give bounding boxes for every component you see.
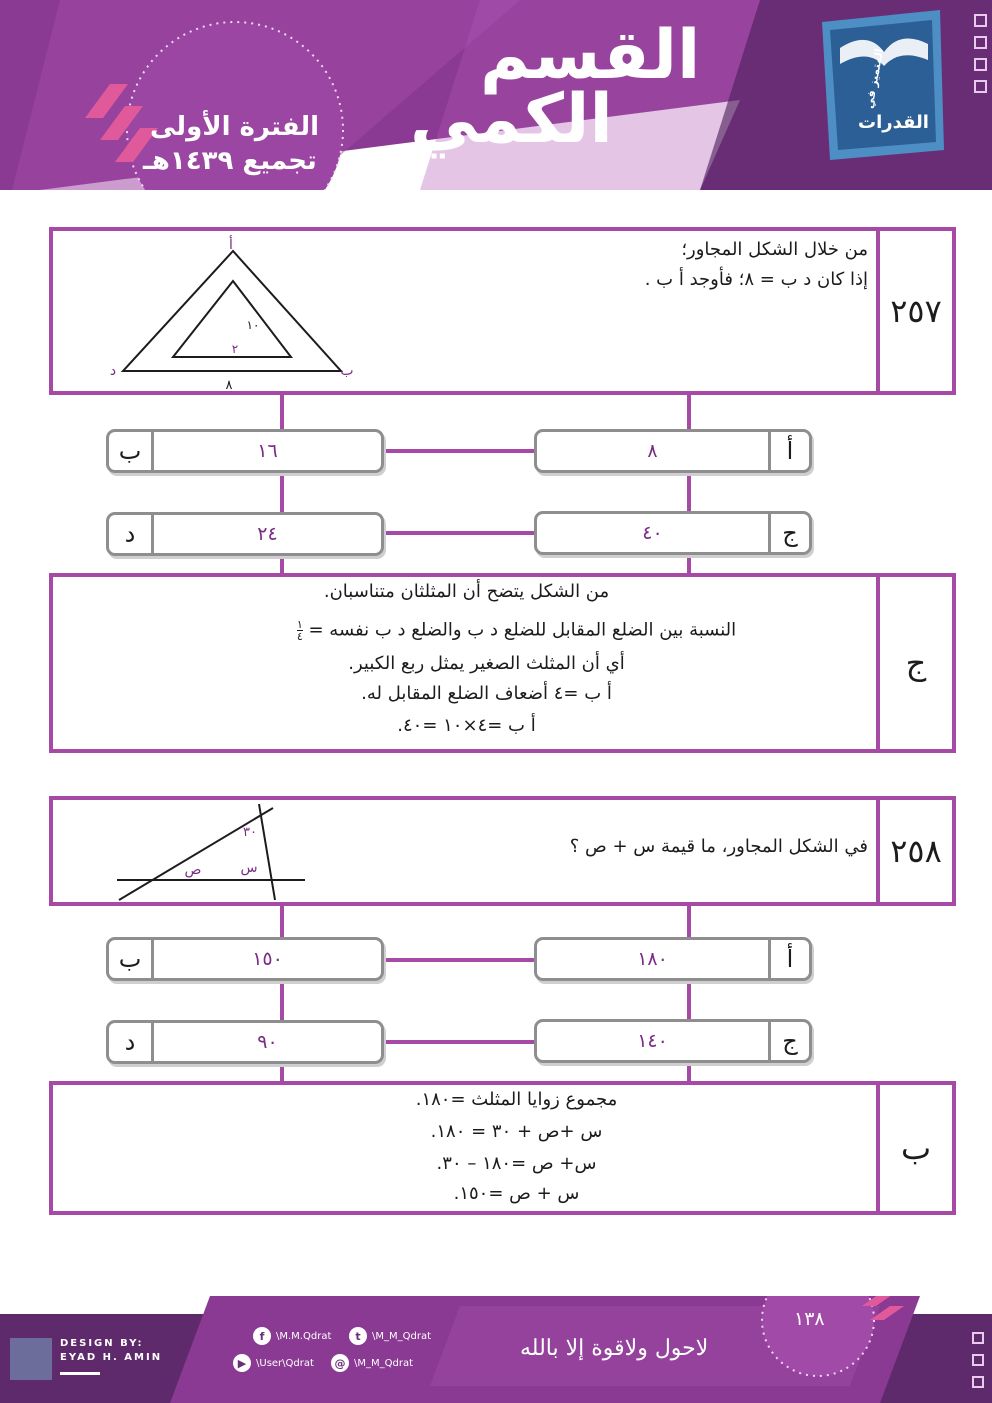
facebook-link[interactable]: [253, 1327, 331, 1345]
design-by-label: DESIGN BY:: [60, 1338, 144, 1349]
option-a[interactable]: [534, 937, 812, 981]
option-b[interactable]: [106, 429, 384, 473]
fraction: [297, 619, 303, 642]
page-header: [0, 0, 992, 190]
option-a[interactable]: [534, 429, 812, 473]
connector-horizontal: [384, 449, 534, 453]
explanation-line: س+ ص =١٨٠ – ٣٠.: [436, 1153, 597, 1174]
instagram-link[interactable]: [331, 1354, 413, 1372]
logo-text: القدرات: [858, 112, 929, 133]
explanation-line: من الشكل يتضح أن المثلثان متناسبان.: [323, 581, 610, 602]
option-value: ١٤٠: [637, 1030, 668, 1052]
logo-subtext: المتميز في: [862, 47, 886, 110]
youtube-icon: ▶: [233, 1354, 251, 1372]
option-d[interactable]: [106, 512, 384, 556]
answer-box-257: [49, 573, 956, 753]
decor-square: [974, 14, 987, 27]
option-letter: أ: [786, 437, 794, 465]
option-c[interactable]: [534, 1019, 812, 1063]
explanation-line: أ ب =٤×١٠ =٤٠.: [397, 715, 536, 736]
fraction-denominator: ٤: [296, 630, 303, 643]
explanation-line: مجموع زوايا المثلث =١٨٠.: [415, 1089, 618, 1110]
decor-square: [974, 80, 987, 93]
question-text: [645, 235, 868, 295]
decor-square: [972, 1354, 984, 1366]
figure-label-inner-base: ٢: [231, 342, 239, 356]
explanation-line: أ ب =٤ أضعاف الضلع المقابل له.: [361, 683, 612, 704]
explanation-line: س +ص + ٣٠ = ١٨٠.: [430, 1121, 603, 1142]
connector-horizontal: [384, 531, 534, 535]
triangle-figure: [103, 233, 433, 393]
page-number: ١٣٨: [794, 1308, 825, 1330]
twitter-icon: t: [349, 1327, 367, 1345]
answer-box-258: [49, 1081, 956, 1215]
option-letter: د: [124, 1028, 136, 1056]
option-b[interactable]: [106, 937, 384, 981]
option-letter: ب: [118, 437, 142, 465]
figure-label-x: س: [240, 860, 258, 876]
explanation-line: [53, 619, 980, 642]
option-value: ١٨٠: [637, 948, 668, 970]
option-letter: د: [124, 520, 136, 548]
option-d[interactable]: [106, 1020, 384, 1064]
header-subtitle-collection: تجميع ١٤٣٩هـ: [143, 146, 317, 176]
figure-label-right: ب: [340, 363, 354, 379]
page-footer: [0, 1296, 992, 1403]
twitter-link[interactable]: [349, 1327, 431, 1345]
instagram-icon: @: [331, 1354, 349, 1372]
question-text-line1: في الشكل المجاور، ما قيمة س + ص ؟: [569, 836, 868, 857]
question-number: ٢٥٧: [876, 231, 952, 391]
decor-square: [972, 1376, 984, 1388]
instagram-handle: \M_M_Qdrat: [354, 1357, 414, 1369]
answer-letter: ب: [876, 1085, 952, 1211]
option-value: ٢٤: [257, 523, 278, 545]
youtube-handle: \User\Qdrat: [256, 1357, 314, 1369]
option-c[interactable]: [534, 511, 812, 555]
decor-square: [972, 1332, 984, 1344]
connector-horizontal: [384, 1040, 534, 1044]
explanation-line: س + ص =١٥٠.: [453, 1183, 580, 1204]
figure-label-bottom: ٨: [225, 378, 233, 393]
option-letter: ج: [782, 519, 798, 547]
figure-label-angle: ٣٠: [243, 825, 257, 840]
fraction-numerator: ١: [296, 618, 303, 631]
decor-square: [974, 36, 987, 49]
option-value: ١٦: [257, 440, 278, 462]
question-box-257: [49, 227, 956, 395]
option-letter: ب: [118, 945, 142, 973]
option-letter: أ: [786, 945, 794, 973]
decor-square: [974, 58, 987, 71]
option-value: ١٥٠: [252, 948, 283, 970]
connector-horizontal: [384, 958, 534, 962]
footer-banner: [0, 1296, 992, 1403]
calligraphy-text: لاحول ولاقوة إلا بالله: [520, 1336, 709, 1361]
youtube-link[interactable]: [233, 1354, 314, 1372]
explanation-text: النسبة بين الضلع المقابل للضلع د ب والضلع د ب نفسه =: [308, 619, 737, 641]
option-value: ٨: [647, 440, 658, 462]
answer-letter: ج: [876, 577, 952, 749]
header-title-line1: القسم: [480, 16, 701, 95]
designer-name: EYAD H. AMIN: [60, 1352, 163, 1363]
facebook-handle: \M.M.Qdrat: [276, 1330, 332, 1342]
option-value: ٩٠: [257, 1031, 278, 1053]
header-title-line2: الكمي: [410, 80, 613, 159]
option-letter: ج: [782, 1027, 798, 1055]
facebook-icon: f: [253, 1327, 271, 1345]
header-subtitle-period: الفترة الأولى: [150, 112, 320, 142]
question-text-line2: إذا كان د ب = ٨؛ فأوجد أ ب .: [644, 269, 868, 290]
angle-figure: [113, 802, 313, 904]
figure-label-left: د: [109, 363, 117, 379]
explanation-line: أي أن المثلث الصغير يمثل ربع الكبير.: [348, 653, 625, 674]
figure-label-inner-side: ١٠: [246, 318, 260, 332]
twitter-handle: \M_M_Qdrat: [372, 1330, 432, 1342]
figure-label-top: أ: [229, 237, 233, 253]
option-value: ٤٠: [642, 522, 663, 544]
question-number: ٢٥٨: [876, 800, 952, 902]
figure-label-y: ص: [184, 862, 202, 878]
question-box-258: [49, 796, 956, 906]
question-text-line1: من خلال الشكل المجاور؛: [681, 239, 868, 260]
